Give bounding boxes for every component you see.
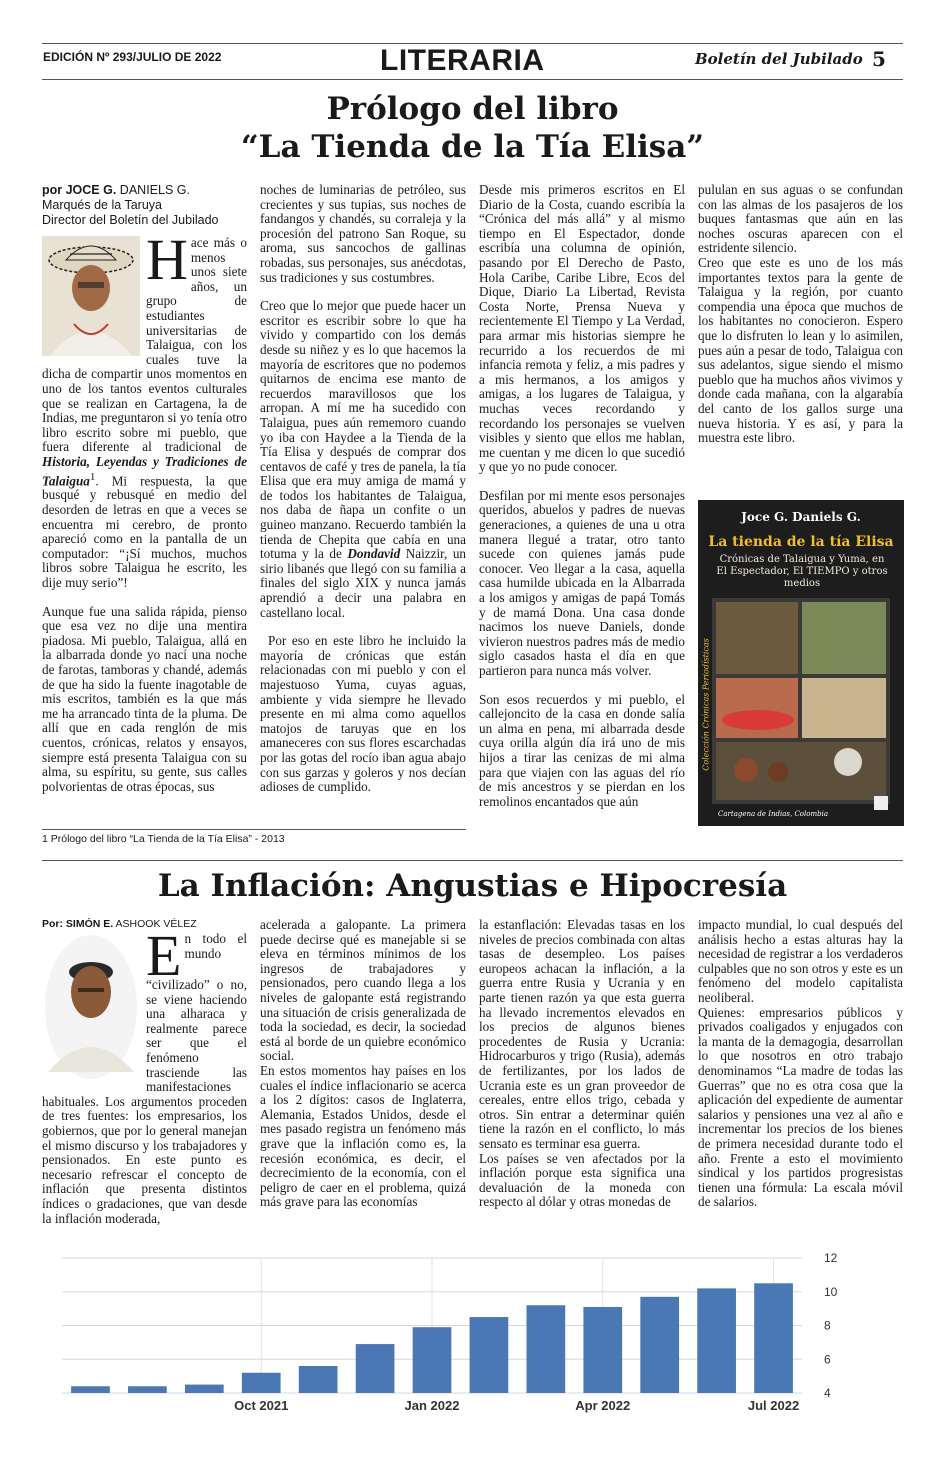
y-tick-label: 8 xyxy=(824,1318,831,1333)
article1-col2-p3: Por eso en este libro he incluido la mayoría de crónicas que están relacionadas con mi pueblo y con el majestuoso Yuma, cuyas aguas, ambiente y vida siempre he llevado presente en mi alma como aquellos matojos de taruyas que en los amaneceres con sus flores escarchadas por las gotas del rocío iban agua abajo con sus garzas y goleros y nos decían adioses de cumplido. xyxy=(260,633,466,795)
article1-col1-p1: ace más o menos unos siete años, un grupo de estudiantes universitarias de Talaigua, con los cuales tuve la dicha de compartir unos momentos en uno de los tantos eventos culturales que se realizan en Cartagena, la de Indias, me preguntaron si yo tenía otro libro escrito sobre mi pueblo, que fuera diferente al tradicional de xyxy=(42,235,247,455)
columnist-portrait xyxy=(42,932,140,1082)
inflation-bar-chart xyxy=(42,1250,903,1430)
article1-title-line1: Prólogo del libro xyxy=(326,91,619,127)
footnote-text: 1 Prólogo del libro “La Tienda de la Tía Elisa” - 2013 xyxy=(42,833,285,845)
bar-jul-2022 xyxy=(754,1283,793,1393)
section-title: LITERARIA xyxy=(380,44,545,77)
book-subtitle: Crónicas de Talaigua y Yuma, en El Espectador, El TIEMPO y otros medios xyxy=(716,554,888,589)
bar-oct-2021 xyxy=(242,1373,281,1393)
bar-jun-2022 xyxy=(697,1288,736,1393)
book-cover xyxy=(698,500,904,826)
bar-mar-2022 xyxy=(526,1305,565,1393)
x-tick-label: Apr 2022 xyxy=(575,1398,631,1413)
bar-apr-2022 xyxy=(583,1307,622,1393)
article2-column-4 xyxy=(698,918,903,1246)
article2-column-3 xyxy=(479,918,685,1246)
byline-prefix: por JOCE G. xyxy=(42,183,117,197)
bar-jul-2021 xyxy=(71,1386,110,1393)
y-tick-label: 4 xyxy=(824,1386,831,1400)
article2-col4-p1: impacto mundial, lo cual después del análisis hecho a estas alturas hay la necesidad de registrar a los verdaderos culpables que no son otros y este es un fenómeno del modelo capitalista neoliberal. xyxy=(698,918,903,1005)
article1-col3-p3: Son esos recuerdos y mi pueblo, el callejoncito de la casa en donde salía un alma en pena, mi albarrada desde cuya orilla algún día irá uno de mis hijos a tirar las cenizas de mi alma para que viajen con las aguas del río de mis ancestros y se pierdan en los remolinos encantados que aún xyxy=(479,691,685,809)
bar-dec-2021 xyxy=(356,1344,395,1393)
article1-dropcap: H xyxy=(146,227,188,292)
article1-column-1 xyxy=(42,183,247,833)
article1-col3-p1: Desde mis primeros escritos en El Diario de la Costa, cuando escribía la “Crónica del más allá” y al mismo tiempo en El Espectador, donde escribía una columna de opinión, pasando por El Derecho de Pasto, Hola Caribe, Caribe Libre, Ecos del Dique, Diario La Libertad, Revista Costa Norte, Prensa Nueva y recientemente El Tiempo y La Verdad, para armar mis historias siempre he recurrido a los recuerdos de mi infancia remota y feliz, a mis padres y a mis hermanos, a los amigos y amigas, a los lugares de Talaigua, y muchas veces recordando y recordando los personajes se vuelven visibles y siento que ellos me hablan, me cuentan y me dicen lo que sucedió y que yo no pude conocer. xyxy=(479,183,685,475)
bar-sep-2021 xyxy=(185,1385,224,1393)
x-tick-label: Oct 2021 xyxy=(234,1398,289,1413)
article2-col3-p2: Los países se ven afectados por la inflación porque esta significa una devaluación de la moneda con respecto al dólar y otras monedas de xyxy=(479,1150,685,1210)
article2-title: La Inflación: Angustias e Hipocresía xyxy=(157,868,788,904)
bar-may-2022 xyxy=(640,1297,679,1393)
book-place: Cartagena de Indias, Colombia xyxy=(718,810,829,818)
byline-role2: Director del Boletín del Jubilado xyxy=(42,213,219,227)
author-portrait xyxy=(42,236,140,356)
footnote-rule xyxy=(42,829,466,830)
article1-col2-name: Dondavid xyxy=(347,546,401,562)
publication-name: Boletín del Jubilado xyxy=(695,50,863,68)
article-divider xyxy=(42,860,903,861)
article2-byline-name: ASHOOK VÉLEZ xyxy=(113,918,197,930)
article1-column-3 xyxy=(479,183,685,833)
article2-col2-p1: acelerada a galopante. La primera puede decirse qué es manejable si se eleva en términos mínimos de los ingresos de trabajadores y pensionados, pero cuando llega a los niveles de galopante está registrando una situación de crisis generalizada de toda la sociedad, es decir, la sociedad está al borde de un quiebre económico social. xyxy=(260,918,466,1064)
article2-byline xyxy=(42,918,247,930)
y-tick-label: 6 xyxy=(824,1352,831,1367)
article1-title-line2: “La Tienda de la Tía Elisa” xyxy=(240,129,705,165)
article1-book-title: Historia, Leyendas y Tradiciones de Talaigua xyxy=(42,453,247,488)
article2-column-1 xyxy=(42,918,247,1246)
article2-column-2 xyxy=(260,918,466,1246)
article1-col3-p2: Desfilan por mi mente esos personajes queridos, abuelos y padres de nuevas generaciones, a quienes de una u otra manera llegué a tratar, otro tanto sucede con quienes jamás pude conocer. Veo llegar a la casa, aquella casa humilde ubicada en la Albarrada a los amigos y amigas de papá Tomás y de mamá Dona. Una casa donde nacimos los nueve Daniels, donde vivieron nuestros padres más de medio siglo casados hasta el día en que partieron para nunca más volver. xyxy=(479,487,685,678)
header-bottom-rule xyxy=(42,79,903,80)
article1-column-2 xyxy=(260,183,466,823)
article1-col1-p2: Aunque fue una salida rápida, pienso que esa vez no dije una mentira piadosa. Mi pueblo, Talaigua, allá en la albarrada donde yo nací una noche de farotas, tamboras y chandé, además de que ha sido la fuente inagotable de mis escritos, también es la que más me ha arrancado tinta de la pluma. De allí que en cada renglón de mis cuentos, crónicas, relatos y ensayos, siempre está presenta Talaigua con su alma, su espíritu, su gente, sus calles polvorientas de otras épocas, sus xyxy=(42,603,247,794)
x-tick-label: Jan 2022 xyxy=(404,1398,460,1413)
article2-col4-p2: Quienes: empresarios públicos y privados coaligados y enjugados con la manta de la demagogia, desarrollan lo que nosotros en otro trabajo denominamos “La madre de todas las Guerras” que no es otra cosa que la aplicación del expediente de aumentar salarios y pensiones una vez al año e incrementar los precios de los bienes de primera necesidad durante todo el año. Frente a esto el movimiento sindical y los partidos progresistas tienen una fórmula: La escala móvil de salarios. xyxy=(698,1004,903,1210)
article2-col2-p2: En estos momentos hay países en los cuales el índice inflacionario se acerca a los 2 dígitos: casos de Inglaterra, Alemania, Estados Unidos, desde el mes pasado registra un fenómeno más grave que la inflación como es, la recesión económica, es decir, el decrecimiento de la economía, con el peligro de caer en el problema, quizá más grave para las economías xyxy=(260,1062,466,1210)
book-title: La tienda de la tía Elisa xyxy=(708,534,894,550)
article1-col4-p1: pululan en sus aguas o se confundan con las almas de los pasajeros de los buques fantasmas que aún en las noches oscuras aparecen con el estridente silencio. xyxy=(698,183,903,256)
byline-role1: Marqués de la Taruya xyxy=(42,198,162,212)
page-number: 5 xyxy=(872,47,886,71)
book-author: Joce G. Daniels G. xyxy=(741,510,861,524)
article1-col2-p2a: Creo que lo mejor que puede hacer un escritor es escribir sobre lo que ha vivido y compartido con los demás desde su niñez y es lo que hacemos la mayoría de escritores que no podemos quitarnos de encima ese manto de recuerdos maravillosos que los arropan. A mí me ha sucedido con Talaigua, pues aún rememoro cuando yo iba con Haydee a la Tienda de la Tía Elisa y después de comprar dos centavos de café y tres de panela, la tía Elisa que era muy amiga de mamá y de todos los habitantes de Talaigua, nos daba de ñapa un confite o un guineo manzano. Recuerdo también la tienda de Chepita que cabía en una totuma y la de xyxy=(260,298,466,562)
bar-jan-2022 xyxy=(413,1327,452,1393)
article1-column-4 xyxy=(698,183,903,483)
article1-col2-p1: noches de luminarias de petróleo, sus crecientes y sus tupias, sus noches de fandangos y chandés, su corraleja y la procesión del patrono San Roque, su aroma, sus sancochos de gallinas robadas, sus personajes, sus anécdotas, sus tradiciones y sus costumbres. xyxy=(260,183,466,285)
article2-col3-p1: la estanflación: Elevadas tasas en los niveles de precios combinada con altas tasas de desempleo. Los países europeos achacan la inflación, a la guerra entre Rusia y Ucrania y en parte tienen razón ya que esta guerra ha llevado incrementos elevados en los precios de algunos bienes procedentes de Rusia y Ucrania: Hidrocarburos y trigo (Rusia), además de fertilizantes, por los lados de Ucrania este es un gran proveedor de cereales, entre ellos trigo, cebada y otros. Sin entrar a determinar quién tiene la razón en el conflicto, lo más sensato es terminar esa guerra. xyxy=(479,918,685,1151)
book-collection: Colección Crónicas Periodísticas xyxy=(701,638,711,771)
article2-byline-prefix: Por: SIMÓN E. xyxy=(42,918,114,930)
byline-name: DANIELS G. xyxy=(116,183,190,197)
footnote-marker: 1 xyxy=(89,470,96,483)
article1-col2-p2b: Naizzir, un sirio libanés que llegó con su familia a finales del siglo XIX y nunca jamás aprendió a decir una palabra en castellano local. xyxy=(260,546,466,620)
bar-nov-2021 xyxy=(299,1366,338,1393)
bar-feb-2022 xyxy=(470,1317,509,1393)
edition-label: EDICIÓN Nº 293/JULIO DE 2022 xyxy=(43,50,222,64)
article1-col4-p2: Creo que este es uno de los más importantes textos para la gente de Talaigua y la región, por cuanto compendia una época que muchos de los habitantes no conocieron. Espero que lo disfruten lo lean y lo asimilen, pues aún a pesar de todo, Talaigua con sus adelantos, sigue siendo el mismo pueblo que ha muchos años vivimos y donde cada mañana, con la algarabía del canto de los gallos surge una nueva historia. Y es así, y para la muestra este libro. xyxy=(698,254,903,446)
article1-byline xyxy=(42,183,247,228)
article2-col1: n todo el mundo “civilizado” o no, se viene haciendo una alharaca y realmente parece ser que el fenómeno trasciende las manifestaciones habituales. Los argumentos proceden de tres fuentes: los empresarios, los gobiernos, que por lo general manejan el mismo discurso y los trabajadores y pensionados. En este punto es necesario refrescar el concepto de inflación que presenta distintos índices o gradaciones, que van desde la inflación moderada, xyxy=(42,931,247,1226)
x-tick-label: Jul 2022 xyxy=(747,1398,800,1413)
article1-col1-p1b: . Mi respuesta, la que busqué y rebusqué en medio del desorden de letras en que a veces se encuentra mi cerebro, de pronto apareció como en la pantalla de un computador: “¡Sí muchos, muchos libros sobre Talaigua he escrito, les dije muy serio”! xyxy=(42,472,247,591)
y-tick-label: 12 xyxy=(824,1251,838,1265)
bar-aug-2021 xyxy=(128,1386,167,1393)
y-tick-label: 10 xyxy=(824,1284,838,1299)
article2-dropcap: E xyxy=(146,923,182,988)
